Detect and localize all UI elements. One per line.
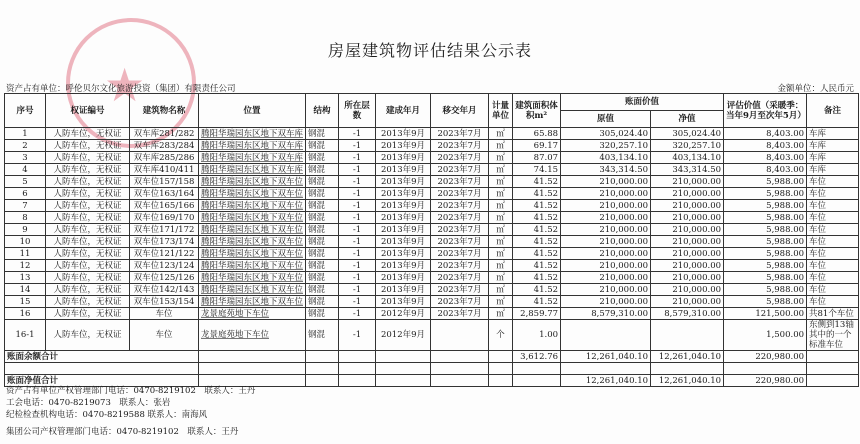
cell-appraisal: 5,988.00 xyxy=(724,296,807,308)
cell-transfer: 2023年7月 xyxy=(431,128,489,140)
owner-label: 资产占有单位：呼伦贝尔文化旅游投资（集团）有限责任公司 xyxy=(6,84,236,94)
cell-built: 2013年9月 xyxy=(376,296,431,308)
cell-floor: -1 xyxy=(339,224,376,236)
cell-location: 腾阳华瑞园东区地下双车位 xyxy=(199,212,306,224)
cell-structure: 钢混 xyxy=(306,224,339,236)
cell-unit: ㎡ xyxy=(489,128,513,140)
book-balance-label: 账面余额合计 xyxy=(5,351,199,363)
net-total-appraisal: 220,980.00 xyxy=(724,375,807,387)
header-built: 建成年月 xyxy=(376,94,431,128)
net-total-original: 12,261,040.10 xyxy=(561,375,651,387)
cell-built: 2013年9月 xyxy=(376,140,431,152)
cell-appraisal: 8,403.00 xyxy=(724,164,807,176)
cell-name: 车位 xyxy=(130,320,199,351)
cell-area: 41.52 xyxy=(513,272,561,284)
cell-cert: 人防车位，无权证 xyxy=(46,260,130,272)
table-row xyxy=(5,128,859,140)
page-title: 房屋建筑物评估结果公示表 xyxy=(327,41,532,60)
cell-area: 41.52 xyxy=(513,224,561,236)
cell-note: 车库 xyxy=(807,164,859,176)
cell-note: 车位 xyxy=(807,284,859,296)
cell-built: 2013年9月 xyxy=(376,164,431,176)
cell-structure: 钢混 xyxy=(306,140,339,152)
cell-structure: 钢混 xyxy=(306,164,339,176)
cell-appraisal: 5,988.00 xyxy=(724,260,807,272)
table-row xyxy=(5,272,859,284)
table-row xyxy=(5,188,859,200)
header-floor: 所在层数 xyxy=(339,94,376,128)
cell-built: 2013年9月 xyxy=(376,236,431,248)
cell-note: 东侧到13轴其中的一个标准车位 xyxy=(807,320,859,351)
cell-floor: -1 xyxy=(339,308,376,320)
cell-transfer: 2023年7月 xyxy=(431,200,489,212)
cell-note: 车位 xyxy=(807,212,859,224)
cell-unit: ㎡ xyxy=(489,296,513,308)
cell-area: 1.00 xyxy=(513,320,561,351)
cell-location: 龙景庭苑地下车位 xyxy=(199,320,306,351)
cell-appraisal: 1,500.00 xyxy=(724,320,807,351)
header-cert: 权证编号 xyxy=(46,94,130,128)
cell-unit: ㎡ xyxy=(489,164,513,176)
cell-name: 双车位173/174 xyxy=(130,236,199,248)
cell-seq: 14 xyxy=(5,284,46,296)
cell-net: 305,024.40 xyxy=(651,128,724,140)
cell-area: 41.52 xyxy=(513,248,561,260)
cell-seq: 1 xyxy=(5,128,46,140)
cell-note: 车位 xyxy=(807,200,859,212)
cell-built: 2013年9月 xyxy=(376,128,431,140)
cell-cert: 人防车位，无权证 xyxy=(46,164,130,176)
cell-structure: 钢混 xyxy=(306,152,339,164)
cell-appraisal: 5,988.00 xyxy=(724,212,807,224)
cell-note: 车库 xyxy=(807,128,859,140)
cell-note: 车位 xyxy=(807,224,859,236)
table-row xyxy=(5,248,859,260)
header-unit: 计量单位 xyxy=(489,94,513,128)
cell-unit: ㎡ xyxy=(489,284,513,296)
cell-transfer: 2023年7月 xyxy=(431,272,489,284)
cell-seq: 8 xyxy=(5,212,46,224)
table-row xyxy=(5,284,859,296)
cell-net: 210,000.00 xyxy=(651,248,724,260)
header-structure: 结构 xyxy=(306,94,339,128)
cell-built: 2013年9月 xyxy=(376,284,431,296)
cell-transfer: 2023年7月 xyxy=(431,140,489,152)
cell-unit: ㎡ xyxy=(489,200,513,212)
cell-area: 69.17 xyxy=(513,140,561,152)
total-area: 3,612.76 xyxy=(513,351,561,363)
cell-location: 腾阳华瑞园东区地下双车位 xyxy=(199,176,306,188)
cell-area: 41.52 xyxy=(513,188,561,200)
cell-unit: ㎡ xyxy=(489,308,513,320)
cell-area: 41.52 xyxy=(513,212,561,224)
cell-floor: -1 xyxy=(339,128,376,140)
cell-transfer: 2023年7月 xyxy=(431,224,489,236)
cell-original: 210,000.00 xyxy=(561,284,651,296)
cell-area: 41.52 xyxy=(513,260,561,272)
cell-seq: 5 xyxy=(5,176,46,188)
table-row xyxy=(5,176,859,188)
cell-area: 41.52 xyxy=(513,284,561,296)
net-total-net: 12,261,040.10 xyxy=(651,375,724,387)
cell-floor: -1 xyxy=(339,200,376,212)
cell-net xyxy=(651,320,724,351)
cell-structure: 钢混 xyxy=(306,236,339,248)
cell-structure: 钢混 xyxy=(306,320,339,351)
cell-name: 双车库285/286 xyxy=(130,152,199,164)
cell-transfer: 2023年7月 xyxy=(431,152,489,164)
cell-original xyxy=(561,320,651,351)
cell-note: 车位 xyxy=(807,188,859,200)
header-location: 位置 xyxy=(199,94,306,128)
cell-original: 403,134.10 xyxy=(561,152,651,164)
book-balance-total-row xyxy=(5,351,859,363)
cell-location: 腾阳华瑞园东区地下双车库 xyxy=(199,128,306,140)
footer-group-property-dept: 集团公司产权管理部门电话：0470-8219102 联系人：王丹 xyxy=(6,427,239,437)
cell-note: 车位 xyxy=(807,272,859,284)
cell-seq: 3 xyxy=(5,152,46,164)
cell-floor: -1 xyxy=(339,188,376,200)
cell-name: 双车位153/154 xyxy=(130,296,199,308)
header-transfer: 移交年月 xyxy=(431,94,489,128)
cell-appraisal: 5,988.00 xyxy=(724,248,807,260)
table-row xyxy=(5,224,859,236)
cell-structure: 钢混 xyxy=(306,176,339,188)
cell-area: 41.52 xyxy=(513,200,561,212)
cell-structure: 钢混 xyxy=(306,260,339,272)
cell-note: 车位 xyxy=(807,260,859,272)
cell-name: 双车库410/411 xyxy=(130,164,199,176)
cell-unit: ㎡ xyxy=(489,236,513,248)
cell-unit: ㎡ xyxy=(489,272,513,284)
cell-transfer: 2023年7月 xyxy=(431,260,489,272)
cell-cert: 人防车位，无权证 xyxy=(46,176,130,188)
header-original: 原值 xyxy=(561,111,651,128)
cell-original: 210,000.00 xyxy=(561,236,651,248)
cell-note: 车位 xyxy=(807,236,859,248)
cell-original: 210,000.00 xyxy=(561,224,651,236)
appraisal-table xyxy=(4,93,859,387)
cell-location: 腾阳华瑞园东区地下双车位 xyxy=(199,224,306,236)
cell-cert: 人防车位，无权证 xyxy=(46,188,130,200)
cell-net: 210,000.00 xyxy=(651,296,724,308)
table-row xyxy=(5,140,859,152)
cell-location: 腾阳华瑞园东区地下双车位 xyxy=(199,284,306,296)
cell-seq: 16-1 xyxy=(5,320,46,351)
cell-floor: -1 xyxy=(339,236,376,248)
cell-structure: 钢混 xyxy=(306,188,339,200)
cell-location: 腾阳华瑞园东区地下双车位 xyxy=(199,248,306,260)
table-row xyxy=(5,260,859,272)
footer-discipline: 纪检检查机构电话：0470-8219588 联系人：南海风 xyxy=(6,410,208,420)
cell-unit: ㎡ xyxy=(489,248,513,260)
cell-note: 车位 xyxy=(807,248,859,260)
cell-original: 210,000.00 xyxy=(561,212,651,224)
cell-original: 210,000.00 xyxy=(561,296,651,308)
cell-built: 2013年9月 xyxy=(376,260,431,272)
footer-property-dept: 资产占有单位产权管理部门电话：0470-8219102 联系人：王丹 xyxy=(6,386,256,396)
cell-net: 210,000.00 xyxy=(651,200,724,212)
cell-seq: 13 xyxy=(5,272,46,284)
cell-cert: 人防车位，无权证 xyxy=(46,236,130,248)
cell-appraisal: 8,403.00 xyxy=(724,140,807,152)
cell-transfer: 2023年7月 xyxy=(431,248,489,260)
cell-built: 2012年9月 xyxy=(376,320,431,351)
cell-built: 2012年9月 xyxy=(376,308,431,320)
cell-appraisal: 5,988.00 xyxy=(724,176,807,188)
cell-floor: -1 xyxy=(339,248,376,260)
cell-unit: ㎡ xyxy=(489,212,513,224)
cell-note: 共81个车位 xyxy=(807,308,859,320)
cell-area: 2,859.77 xyxy=(513,308,561,320)
cell-net: 320,257.10 xyxy=(651,140,724,152)
cell-transfer: 2023年7月 xyxy=(431,188,489,200)
cell-cert: 人防车位，无权证 xyxy=(46,320,130,351)
cell-net: 210,000.00 xyxy=(651,212,724,224)
cell-floor: -1 xyxy=(339,164,376,176)
cell-floor: -1 xyxy=(339,272,376,284)
cell-name: 双车位142/143 xyxy=(130,284,199,296)
cell-appraisal: 5,988.00 xyxy=(724,272,807,284)
cell-original: 210,000.00 xyxy=(561,176,651,188)
cell-area: 74.15 xyxy=(513,164,561,176)
cell-original: 8,579,310.00 xyxy=(561,308,651,320)
cell-net: 210,000.00 xyxy=(651,224,724,236)
cell-name: 车位 xyxy=(130,308,199,320)
cell-net: 210,000.00 xyxy=(651,260,724,272)
cell-location: 腾阳华瑞园东区地下双车位 xyxy=(199,188,306,200)
cell-net: 210,000.00 xyxy=(651,188,724,200)
cell-area: 41.52 xyxy=(513,176,561,188)
net-total-label: 账面净值合计 xyxy=(5,375,199,387)
cell-unit: ㎡ xyxy=(489,140,513,152)
cell-original: 210,000.00 xyxy=(561,272,651,284)
cell-seq: 4 xyxy=(5,164,46,176)
cell-built: 2013年9月 xyxy=(376,188,431,200)
cell-location: 腾阳华瑞园东区地下双车库 xyxy=(199,140,306,152)
cell-net: 210,000.00 xyxy=(651,236,724,248)
cell-transfer xyxy=(431,320,489,351)
cell-cert: 人防车位，无权证 xyxy=(46,224,130,236)
cell-structure: 钢混 xyxy=(306,308,339,320)
cell-structure: 钢混 xyxy=(306,284,339,296)
header-name: 建筑物名称 xyxy=(130,94,199,128)
cell-original: 305,024.40 xyxy=(561,128,651,140)
cell-note: 车位 xyxy=(807,296,859,308)
header-appraisal: 评估价值（采暖季：当年9月至次年5月） xyxy=(724,94,807,128)
cell-original: 210,000.00 xyxy=(561,260,651,272)
cell-location: 腾阳华瑞园东区地下双车位 xyxy=(199,272,306,284)
cell-unit: ㎡ xyxy=(489,188,513,200)
cell-name: 双车位121/122 xyxy=(130,248,199,260)
cell-location: 腾阳华瑞园东区地下双车位 xyxy=(199,236,306,248)
cell-structure: 钢混 xyxy=(306,248,339,260)
cell-location: 腾阳华瑞园东区地下双车位 xyxy=(199,200,306,212)
cell-note: 车库 xyxy=(807,140,859,152)
cell-cert: 人防车位，无权证 xyxy=(46,140,130,152)
cell-transfer: 2023年7月 xyxy=(431,284,489,296)
table-row xyxy=(5,236,859,248)
cell-seq: 15 xyxy=(5,296,46,308)
cell-area: 65.88 xyxy=(513,128,561,140)
cell-original: 210,000.00 xyxy=(561,200,651,212)
blank-row xyxy=(5,363,859,375)
header-net: 净值 xyxy=(651,111,724,128)
cell-floor: -1 xyxy=(339,212,376,224)
cell-seq: 6 xyxy=(5,188,46,200)
cell-floor: -1 xyxy=(339,296,376,308)
cell-structure: 钢混 xyxy=(306,296,339,308)
cell-built: 2013年9月 xyxy=(376,212,431,224)
cell-name: 双车位157/158 xyxy=(130,176,199,188)
cell-net: 8,579,310.00 xyxy=(651,308,724,320)
table-row xyxy=(5,308,859,320)
cell-location: 腾阳华瑞园东区地下双车位 xyxy=(199,260,306,272)
table-row xyxy=(5,320,859,351)
cell-net: 210,000.00 xyxy=(651,272,724,284)
cell-name: 双车位169/170 xyxy=(130,212,199,224)
cell-structure: 钢混 xyxy=(306,212,339,224)
table-row xyxy=(5,200,859,212)
cell-cert: 人防车位，无权证 xyxy=(46,212,130,224)
cell-cert: 人防车位，无权证 xyxy=(46,128,130,140)
total-net: 12,261,040.10 xyxy=(651,351,724,363)
cell-built: 2013年9月 xyxy=(376,200,431,212)
cell-built: 2013年9月 xyxy=(376,248,431,260)
cell-original: 320,257.10 xyxy=(561,140,651,152)
cell-built: 2013年9月 xyxy=(376,272,431,284)
cell-floor: -1 xyxy=(339,140,376,152)
header-seq: 序号 xyxy=(5,94,46,128)
cell-seq: 16 xyxy=(5,308,46,320)
cell-unit: ㎡ xyxy=(489,224,513,236)
footer-union: 工会电话：0470-8219073 联系人：张岩 xyxy=(6,398,171,408)
total-appraisal: 220,980.00 xyxy=(724,351,807,363)
cell-floor: -1 xyxy=(339,320,376,351)
cell-name: 双车库283/284 xyxy=(130,140,199,152)
cell-built: 2013年9月 xyxy=(376,152,431,164)
cell-seq: 7 xyxy=(5,200,46,212)
cell-appraisal: 8,403.00 xyxy=(724,152,807,164)
cell-cert: 人防车位，无权证 xyxy=(46,152,130,164)
cell-floor: -1 xyxy=(339,152,376,164)
cell-seq: 2 xyxy=(5,140,46,152)
cell-area: 41.52 xyxy=(513,296,561,308)
cell-seq: 11 xyxy=(5,248,46,260)
header-area: 建筑面积体积m² xyxy=(513,94,561,128)
cell-cert: 人防车位，无权证 xyxy=(46,200,130,212)
table-row xyxy=(5,164,859,176)
cell-appraisal: 5,988.00 xyxy=(724,236,807,248)
cell-floor: -1 xyxy=(339,176,376,188)
cell-structure: 钢混 xyxy=(306,272,339,284)
table-row xyxy=(5,296,859,308)
cell-built: 2013年9月 xyxy=(376,224,431,236)
cell-location: 腾阳华瑞园东区地下双车位 xyxy=(199,296,306,308)
cell-transfer: 2023年7月 xyxy=(431,212,489,224)
cell-unit: ㎡ xyxy=(489,260,513,272)
total-original: 12,261,040.10 xyxy=(561,351,651,363)
header-note: 备注 xyxy=(807,94,859,128)
cell-location: 腾阳华瑞园东区地下双车库 xyxy=(199,152,306,164)
cell-original: 210,000.00 xyxy=(561,188,651,200)
cell-appraisal: 5,988.00 xyxy=(724,188,807,200)
cell-appraisal: 5,988.00 xyxy=(724,200,807,212)
cell-structure: 钢混 xyxy=(306,128,339,140)
seal-star-icon: ★ xyxy=(104,58,146,112)
cell-cert: 人防车位，无权证 xyxy=(46,272,130,284)
cell-original: 210,000.00 xyxy=(561,248,651,260)
table-row xyxy=(5,152,859,164)
cell-name: 双车位163/164 xyxy=(130,188,199,200)
cell-transfer: 2023年7月 xyxy=(431,308,489,320)
cell-floor: -1 xyxy=(339,260,376,272)
cell-name: 双车位171/172 xyxy=(130,224,199,236)
cell-seq: 12 xyxy=(5,260,46,272)
cell-unit: 个 xyxy=(489,320,513,351)
cell-name: 双车库281/282 xyxy=(130,128,199,140)
cell-transfer: 2023年7月 xyxy=(431,296,489,308)
cell-structure: 钢混 xyxy=(306,200,339,212)
cell-location: 龙景庭苑地下车位 xyxy=(199,308,306,320)
cell-appraisal: 8,403.00 xyxy=(724,128,807,140)
cell-area: 41.52 xyxy=(513,236,561,248)
table-row xyxy=(5,212,859,224)
cell-appraisal: 121,500.00 xyxy=(724,308,807,320)
cell-net: 343,314.50 xyxy=(651,164,724,176)
cell-cert: 人防车位，无权证 xyxy=(46,284,130,296)
cell-net: 210,000.00 xyxy=(651,176,724,188)
cell-unit: ㎡ xyxy=(489,152,513,164)
cell-transfer: 2023年7月 xyxy=(431,164,489,176)
cell-name: 双车位165/166 xyxy=(130,200,199,212)
cell-cert: 人防车位，无权证 xyxy=(46,248,130,260)
currency-label: 金额单位：人民币元 xyxy=(777,84,854,94)
cell-appraisal: 5,988.00 xyxy=(724,224,807,236)
cell-seq: 10 xyxy=(5,236,46,248)
header-book-value: 账面价值 xyxy=(561,94,724,111)
cell-note: 车库 xyxy=(807,152,859,164)
cell-note: 车位 xyxy=(807,176,859,188)
cell-cert: 人防车位，无权证 xyxy=(46,296,130,308)
cell-appraisal: 5,988.00 xyxy=(724,284,807,296)
cell-name: 双车位123/124 xyxy=(130,260,199,272)
cell-cert: 人防车位，无权证 xyxy=(46,308,130,320)
cell-unit: ㎡ xyxy=(489,176,513,188)
cell-seq: 9 xyxy=(5,224,46,236)
cell-area: 87.07 xyxy=(513,152,561,164)
cell-transfer: 2023年7月 xyxy=(431,176,489,188)
cell-net: 210,000.00 xyxy=(651,284,724,296)
cell-location: 腾阳华瑞园东区地下双车库 xyxy=(199,164,306,176)
cell-transfer: 2023年7月 xyxy=(431,236,489,248)
cell-built: 2013年9月 xyxy=(376,176,431,188)
cell-net: 403,134.10 xyxy=(651,152,724,164)
cell-floor: -1 xyxy=(339,284,376,296)
cell-original: 343,314.50 xyxy=(561,164,651,176)
cell-name: 双车位125/126 xyxy=(130,272,199,284)
